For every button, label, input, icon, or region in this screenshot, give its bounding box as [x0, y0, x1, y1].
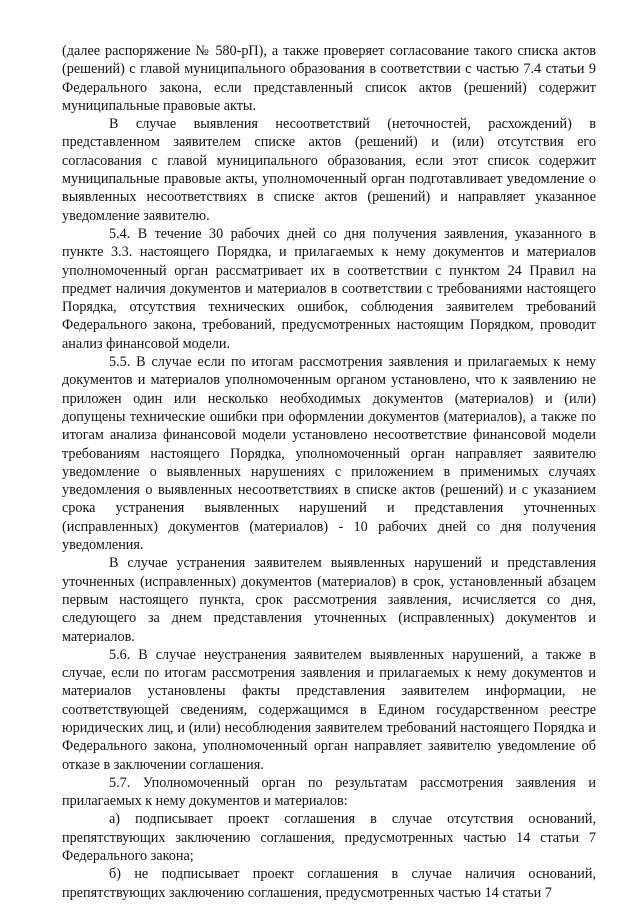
paragraph-5-7-b: б) не подписывает проект соглашения в случае наличия оснований, препятствующих заключению соглашения, предусмотренных частью 14 статьи 7: [62, 866, 596, 901]
paragraph-5-7: 5.7. Уполномоченный орган по результатам рассмотрения заявления и прилагаемых к нему документов и материалов:: [62, 774, 596, 810]
paragraph-5-6: 5.6. В случае неустранения заявителем выявленных нарушений, а также в случае, если по итогам рассмотрения заявления и прилагаемых к нему документов и материалов установлены факты представления заявителем информации, не соответствующей сведениям, содержащимся в Едином государственном реестре юридических лиц, и (или) несоблюдения заявителем требований настоящего Порядка и Федерального закона, уполномоченный орган направляет заявителю уведомление об отказе в заключении соглашения.: [62, 646, 596, 773]
paragraph-discrepancies: В случае выявления несоответствий (неточностей, расхождений) в представленном заявителем списке актов (решений) и (или) отсутствия его согласования с главой муниципального образования, если этот список содержит муниципальные правовые акты, уполномоченный орган подготавливает уведомление о выявленных несоответствиях в списке актов (решений) и направляет указанное уведомление заявителю.: [62, 116, 596, 224]
paragraph-5-4: 5.4. В течение 30 рабочих дней со дня получения заявления, указанного в пункте 3.3. настоящего Порядка, и прилагаемых к нему документов и материалов уполномоченный орган рассматривает их в соответствии с пунктом 24 Правил на предмет наличия документов и материалов в соответствии с требованиями настоящего Порядка, отсутствия технических ошибок, соблюдения заявителем требований Федерального закона, требований, предусмотренных настоящим Порядком, проводит анализ финансовой модели.: [62, 225, 596, 352]
paragraph-5-5: 5.5. В случае если по итогам рассмотрения заявления и прилагаемых к нему документов и материалов уполномоченным органом установлено, что к заявлению не приложен один или несколько необходимых документов (материалов) и (или) допущены технические ошибки при оформлении документов (материалов), а также по итогам анализа финансовой модели установлено несоответствие финансовой модели требованиям настоящего Порядка, уполномоченный орган направляет заявителю уведомление о выявленных нарушениях с приложением в применимых случаях уведомления о выявленных несоответствиях в списке актов (решений) и с указанием срока устранения выявленных нарушений и представления уточненных (исправленных) документов (материалов) - 10 рабочих дней со дня получения уведомления.: [62, 354, 596, 554]
paragraph-5-5-elimination: В случае устранения заявителем выявленных нарушений и представления уточненных (исправленных) документов (материалов) в срок, установленный абзацем первым настоящего пункта, срок рассмотрения заявления, исчисляется со дня, следующего за днем представления уточненных (исправленных) документов и материалов.: [62, 555, 596, 645]
paragraph-5-7-a: а) подписывает проект соглашения в случае отсутствия оснований, препятствующих заключению соглашения, предусмотренных частью 14 статьи 7 Федерального закона;: [62, 811, 596, 865]
document-page: [62, 42, 596, 902]
paragraph-intro-continued: (далее распоряжение № 580-рП), а также проверяет согласование такого списка актов (решений) с главой муниципального образования в соответствии с частью 7.4 статьи 9 Федерального закона, если представленный список актов (решений) содержит муниципальные правовые акты.: [62, 43, 596, 114]
